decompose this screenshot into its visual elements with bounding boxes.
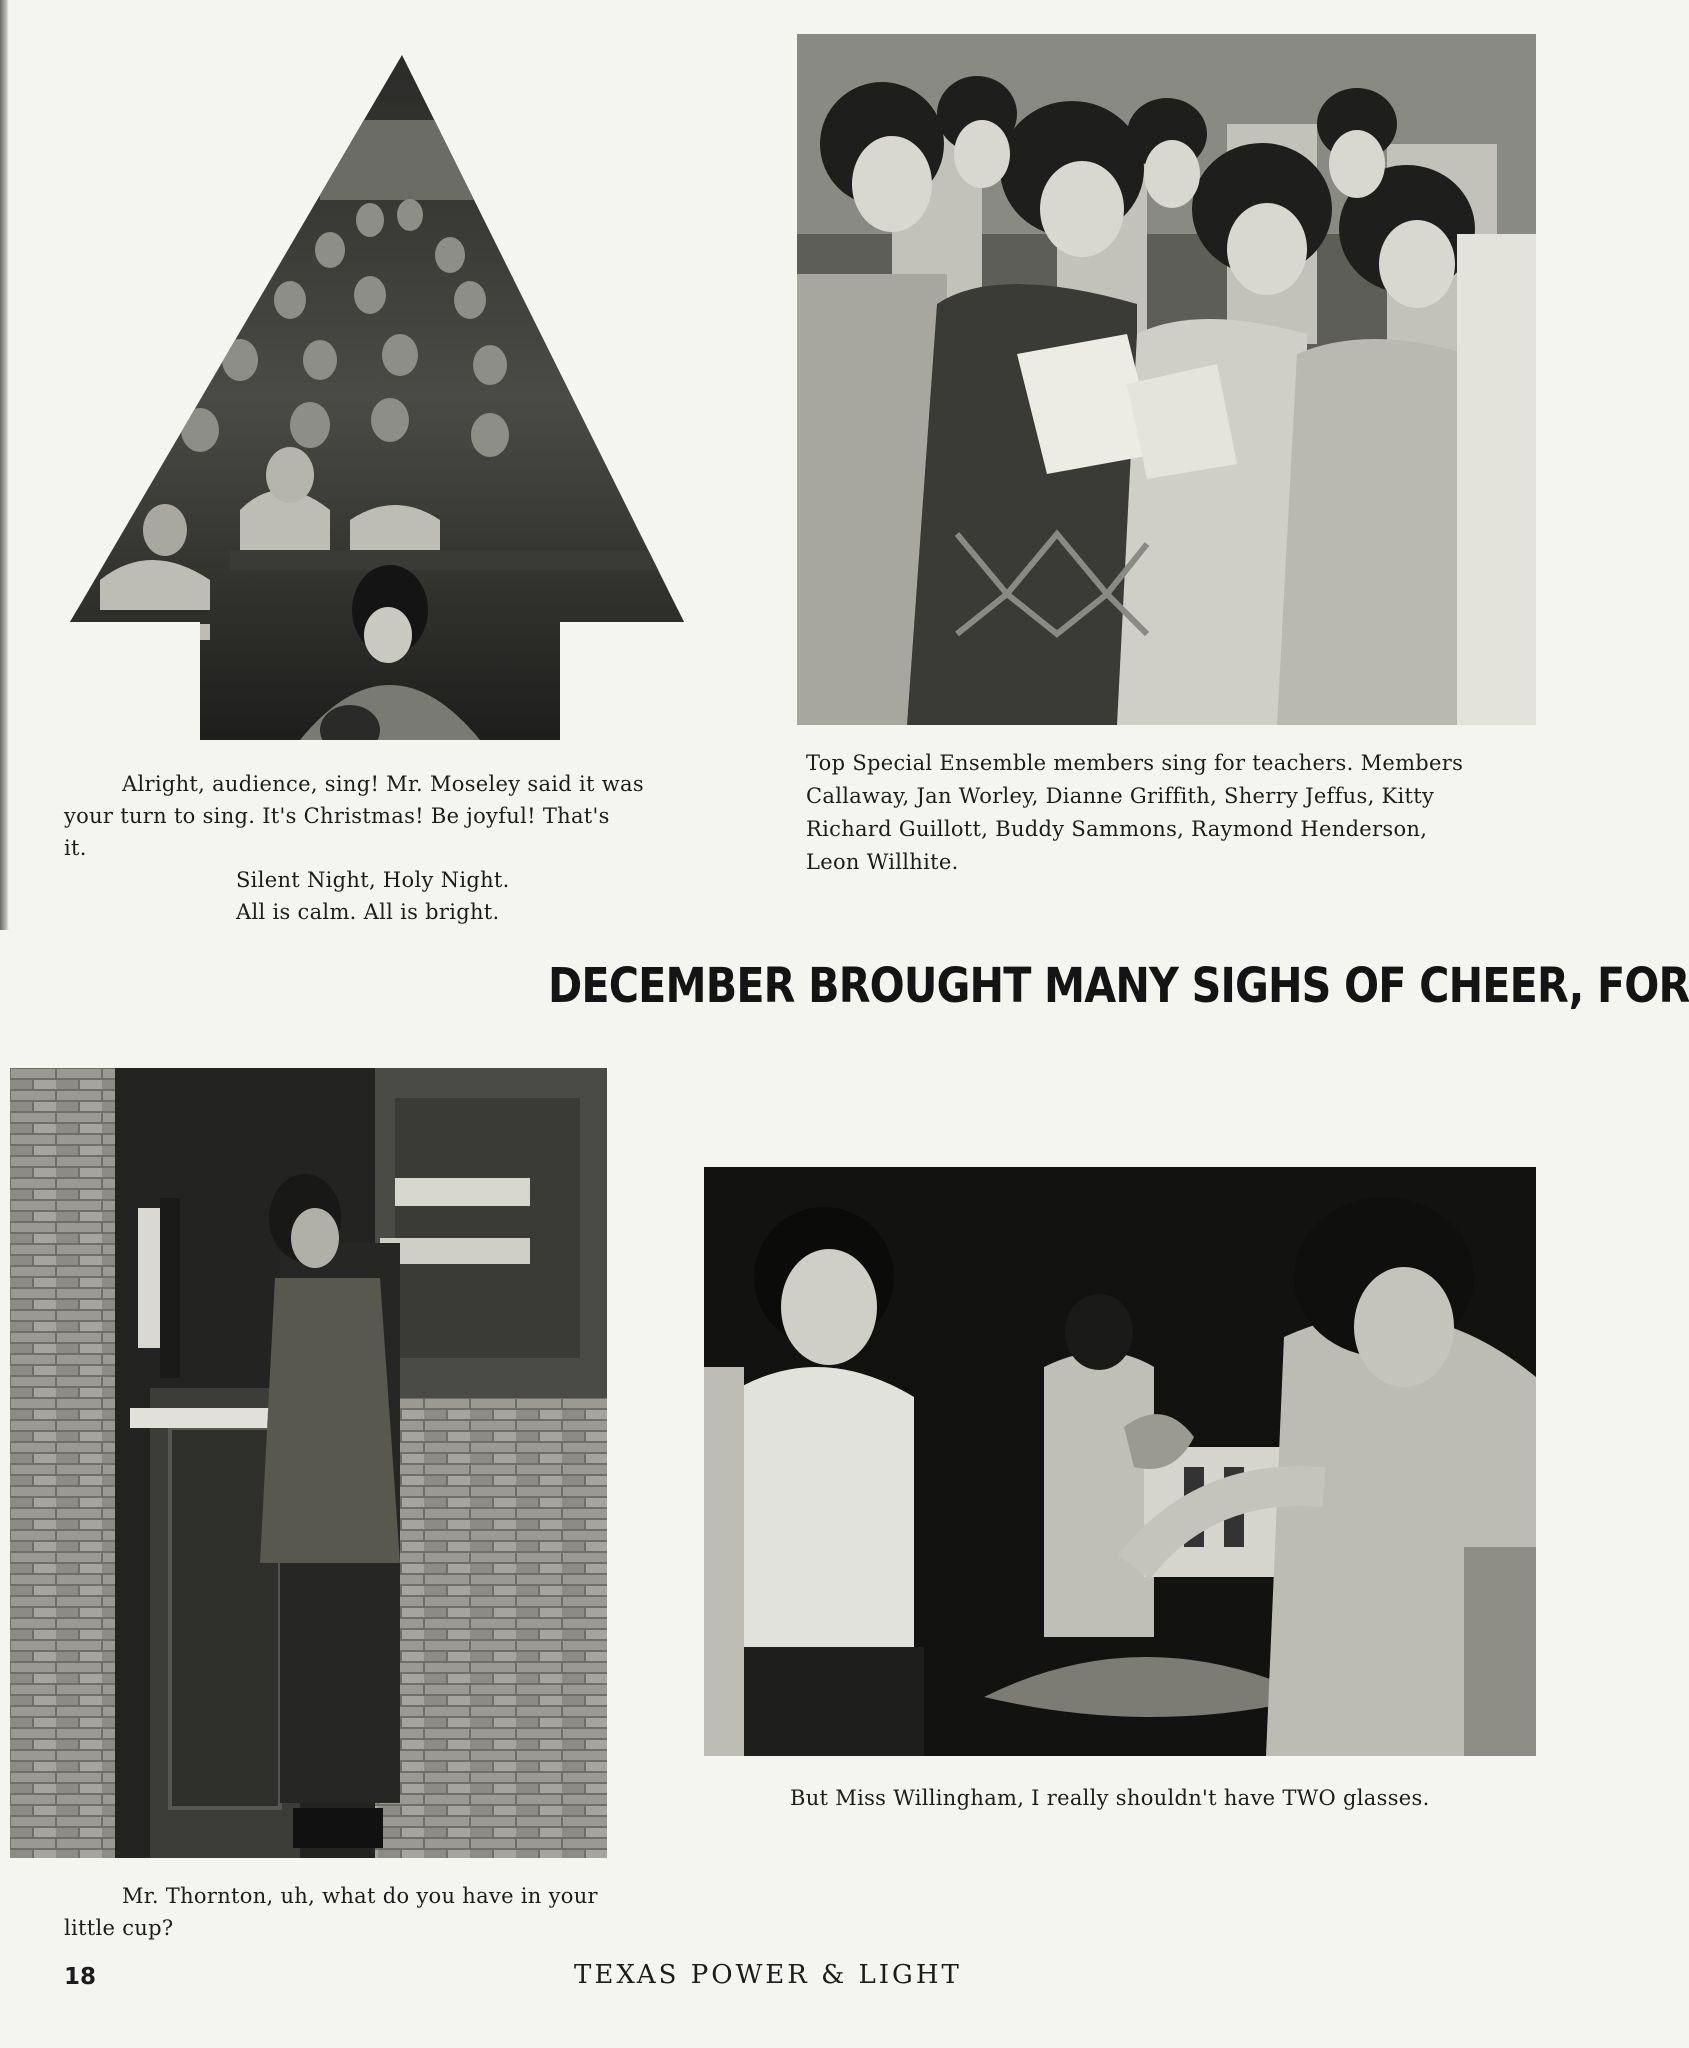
audience-caption-line: your turn to sing. It's Christmas! Be joyful! That's [64, 804, 610, 828]
punch-bowl-photo [704, 1167, 1536, 1756]
page-scan-edge [0, 0, 9, 930]
ensemble-caption-line: Leon Willhite. [806, 850, 959, 874]
thornton-caption-line: little cup? [64, 1916, 174, 1940]
audience-tree-photo [70, 50, 690, 745]
poem-line: Silent Night, Holy Night. [236, 868, 510, 892]
thornton-photo [10, 1068, 607, 1858]
poem-line: All is calm. All is bright. [236, 900, 500, 924]
footer-sponsor: TEXAS POWER & LIGHT [574, 1960, 962, 1990]
willingham-caption: But Miss Willingham, I really shouldn't have TWO glasses. [790, 1786, 1430, 1810]
thornton-caption-line: Mr. Thornton, uh, what do you have in your [122, 1884, 598, 1908]
ensemble-caption-line: Richard Guillott, Buddy Sammons, Raymond Henderson, [806, 817, 1428, 841]
ensemble-caption [806, 747, 1526, 879]
ensemble-photo [797, 34, 1536, 725]
page-number: 18 [64, 1964, 97, 1990]
audience-caption-line: it. [64, 836, 87, 860]
ensemble-caption-line: Callaway, Jan Worley, Dianne Griffith, Sherry Jeffus, Kitty [806, 784, 1435, 808]
audience-caption-line: Alright, audience, sing! Mr. Moseley said it was [122, 772, 644, 796]
ensemble-caption-line: Top Special Ensemble members sing for teachers. Members [806, 751, 1464, 775]
headline: DECEMBER BROUGHT MANY SIGHS OF CHEER, FOR [548, 958, 1689, 1014]
thornton-caption [64, 1880, 624, 1944]
audience-caption [64, 768, 704, 928]
